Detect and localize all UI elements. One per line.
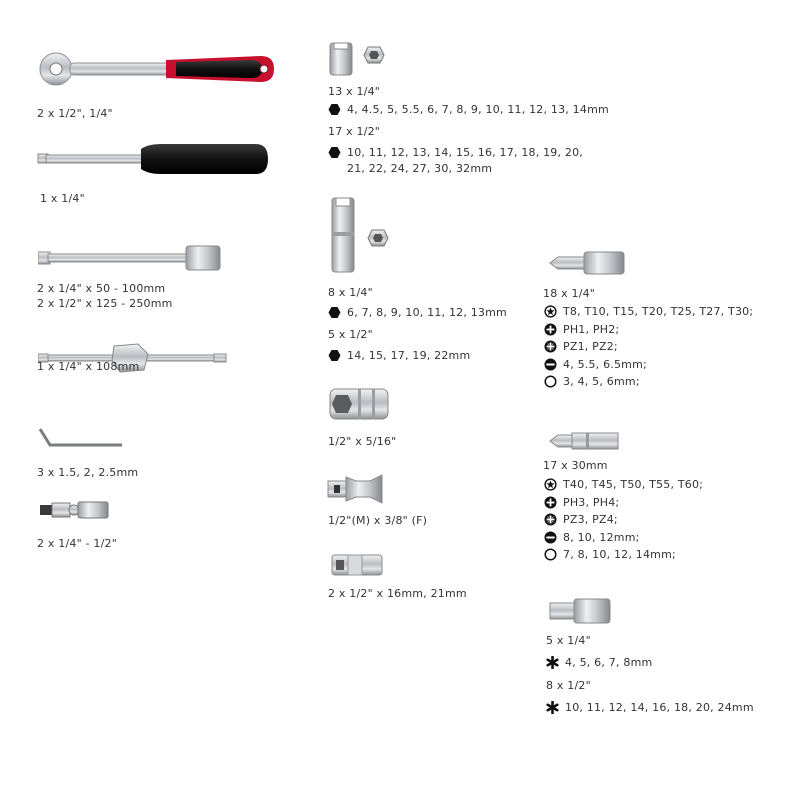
bit-spec-text: T40, T45, T50, T55, T60; <box>563 478 704 491</box>
short-socket-12-sizes-2: 21, 22, 24, 27, 30, 32mm <box>347 162 493 175</box>
ujoint-label: 2 x 1/4" - 1/2" <box>37 537 117 550</box>
bit-spec-row <box>544 375 640 389</box>
short-socket-14-sizes-row <box>328 103 609 117</box>
bit-spec-text: PH3, PH4; <box>563 495 620 509</box>
pozidriv-icon <box>544 340 557 353</box>
short-socket-12-sizes-row <box>328 146 583 160</box>
bit-spec-row <box>544 513 618 527</box>
handle-label: 1 x 1/4" <box>40 192 85 205</box>
long-bit-image <box>548 428 620 454</box>
bit-spec-text: T8, T10, T15, T20, T25, T27, T30; <box>563 305 754 318</box>
bit-spec-text: 4, 5.5, 6.5mm; <box>563 357 647 371</box>
hexagon-icon <box>328 349 341 362</box>
universal-joint-image <box>40 497 110 521</box>
bit-holder-label: 2 x 1/2" x 16mm, 21mm <box>328 587 467 600</box>
spark-plug-label: 1/2" x 5/16" <box>328 435 397 448</box>
pozidriv-icon <box>544 513 557 526</box>
screwdriver-handle-image <box>36 140 271 180</box>
ratchet-label: 2 x 1/2", 1/4" <box>37 107 113 120</box>
slotted-icon <box>544 531 557 544</box>
bit-spec-text: 8, 10, 12mm; <box>563 530 640 544</box>
bit-spec-text: 3, 4, 5, 6mm; <box>563 375 640 388</box>
bit-spec-row <box>544 323 619 337</box>
bit-spec-row <box>544 496 619 510</box>
adapter-image <box>326 471 386 507</box>
short-socket-14-header: 13 x 1/4" <box>328 85 381 98</box>
bit-spec-text: PZ3, PZ4; <box>563 513 618 526</box>
bit-spec-row <box>544 478 703 492</box>
star-socket-12-sizes: 10, 11, 12, 14, 16, 18, 20, 24mm <box>565 701 754 714</box>
hex-bit-icon <box>544 375 557 388</box>
bit-spec-text: 7, 8, 10, 12, 14mm; <box>563 548 676 561</box>
bit-spec-row <box>544 305 753 319</box>
hex-bit-icon <box>544 548 557 561</box>
tbar-label: 1 x 1/4" x 108mm <box>37 360 140 373</box>
bit-spec-row <box>544 548 676 562</box>
short-socket-12-sizes-1: 10, 11, 12, 13, 14, 15, 16, 17, 18, 19, 20, <box>347 146 583 159</box>
star-socket-14-sizes-row <box>546 656 652 670</box>
hex-keys-label: 3 x 1.5, 2, 2.5mm <box>37 466 139 479</box>
slotted-icon <box>544 358 557 371</box>
bits-30-header: 17 x 30mm <box>543 459 608 472</box>
star-socket-14-header: 5 x 1/4" <box>546 634 591 647</box>
deep-socket-14-sizes: 6, 7, 8, 9, 10, 11, 12, 13mm <box>347 306 507 319</box>
adapter-label: 1/2"(M) x 3/8" (F) <box>328 514 428 527</box>
star-socket-12-header: 8 x 1/2" <box>546 679 591 692</box>
extension-label-1: 2 x 1/4" x 50 - 100mm <box>37 282 166 295</box>
bits-14-header: 18 x 1/4" <box>543 287 596 300</box>
phillips-icon <box>544 496 557 509</box>
star-socket-14-sizes: 4, 5, 6, 7, 8mm <box>565 656 653 669</box>
bit-spec-text: PZ1, PZ2; <box>563 340 618 353</box>
short-socket-image <box>328 41 388 77</box>
star-icon <box>546 656 559 669</box>
bit-spec-row <box>544 531 640 545</box>
bit-socket-image <box>548 248 628 278</box>
hexagon-icon <box>328 146 341 159</box>
short-socket-14-sizes: 4, 4.5, 5, 5.5, 6, 7, 8, 9, 10, 11, 12, 13, 14mm <box>347 103 609 116</box>
bit-holder-image <box>330 551 384 579</box>
deep-socket-12-sizes-row <box>328 349 470 363</box>
star-socket-12-sizes-row <box>546 701 754 715</box>
extension-bar-image <box>38 243 223 275</box>
star-icon <box>546 701 559 714</box>
hexagon-icon <box>328 103 341 116</box>
hexagon-icon <box>328 306 341 319</box>
deep-socket-14-sizes-row <box>328 306 507 320</box>
torx-icon <box>544 478 557 491</box>
deep-socket-14-header: 8 x 1/4" <box>328 286 373 299</box>
star-socket-image <box>548 597 614 625</box>
short-socket-12-header: 17 x 1/2" <box>328 125 381 138</box>
bit-spec-row <box>544 358 647 372</box>
ratchet-wrench-image <box>36 50 276 90</box>
bit-spec-text: PH1, PH2; <box>563 322 620 336</box>
deep-socket-12-header: 5 x 1/2" <box>328 328 373 341</box>
deep-socket-12-sizes: 14, 15, 17, 19, 22mm <box>347 349 471 362</box>
spark-plug-socket-image <box>328 385 390 423</box>
phillips-icon <box>544 323 557 336</box>
bit-spec-row <box>544 340 618 354</box>
hex-key-image <box>38 427 124 449</box>
torx-icon <box>544 305 557 318</box>
extension-label-2: 2 x 1/2" x 125 - 250mm <box>37 297 173 310</box>
deep-socket-image <box>328 196 392 274</box>
